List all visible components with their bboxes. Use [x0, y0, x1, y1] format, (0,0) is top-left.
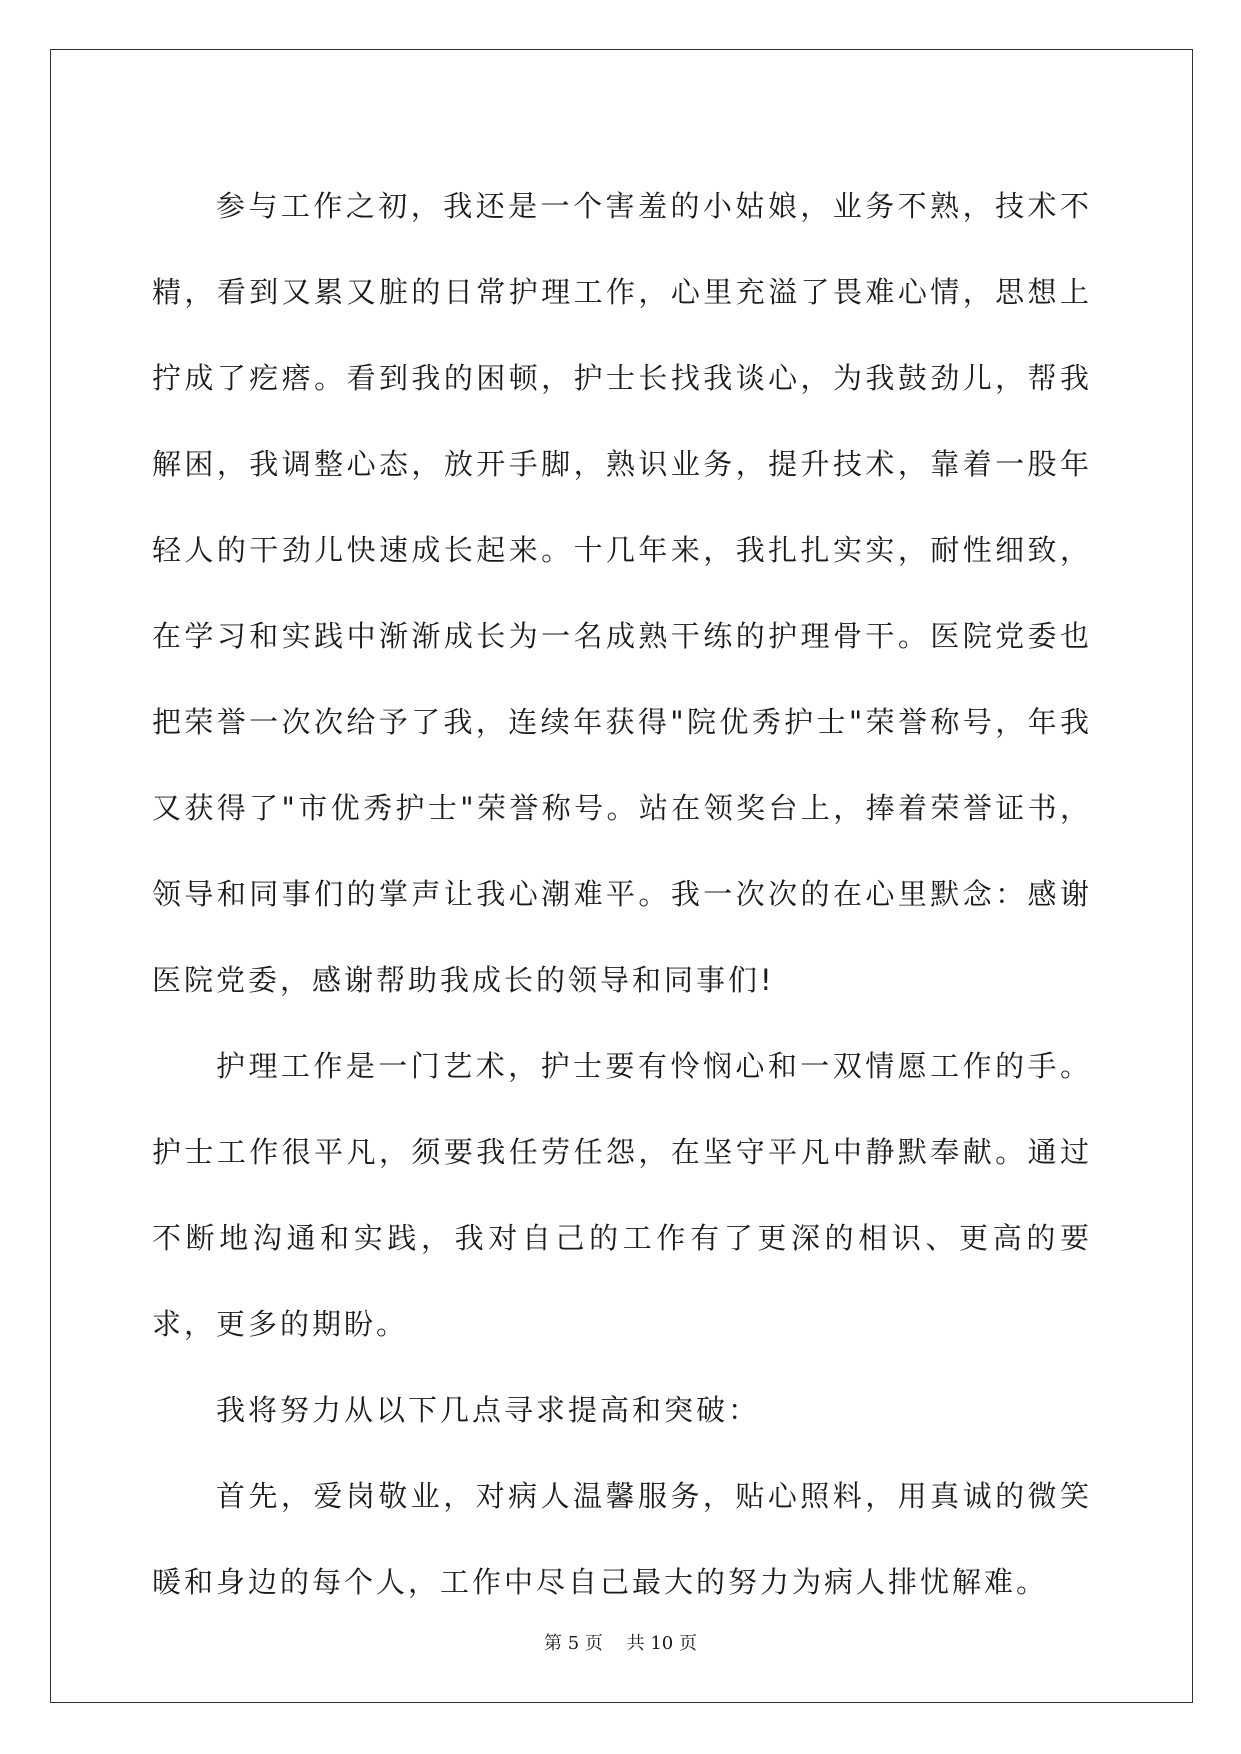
paragraph: 我将努力从以下几点寻求提高和突破：	[216, 1393, 761, 1427]
paragraph: 首先，爱岗敬业，对病人温馨服务，贴心照料，用真诚的微笑暖和身边的每个人，工作中尽自己最大的努力为病人排忧解难。	[152, 1479, 1092, 1599]
paragraph: 护理工作是一门艺术，护士要有怜悯心和一双情愿工作的手。护士工作很平凡，须要我任劳任怨，在坚守平凡中静默奉献。通过不断地沟通和实践，我对自己的工作有了更深的相识、更高的要求，更多的期盼。	[152, 1049, 1092, 1341]
page-indicator: 第 5 页 共 10 页	[544, 1633, 697, 1654]
document-body	[152, 163, 1092, 1625]
paragraph: 参与工作之初，我还是一个害羞的小姑娘，业务不熟，技术不精，看到又累又脏的日常护理工作，心里充溢了畏难心情，思想上拧成了疙瘩。看到我的困顿，护士长找我谈心，为我鼓劲儿，帮我解困，我调整心态，放开手脚，熟识业务，提升技术，靠着一股年轻人的干劲儿快速成长起来。十几年来，我扎扎实实，耐性细致，在学习和实践中渐渐成长为一名成熟干练的护理骨干。医院党委也把荣誉一次次给予了我，连续年获得"院优秀护士"荣誉称号，年我又获得了"市优秀护士"荣誉称号。站在领奖台上，捧着荣誉证书，领导和同事们的掌声让我心潮难平。我一次次的在心里默念：感谢医院党委，感谢帮助我成长的领导和同事们!	[152, 189, 1092, 997]
page-footer	[0, 1629, 1241, 1655]
